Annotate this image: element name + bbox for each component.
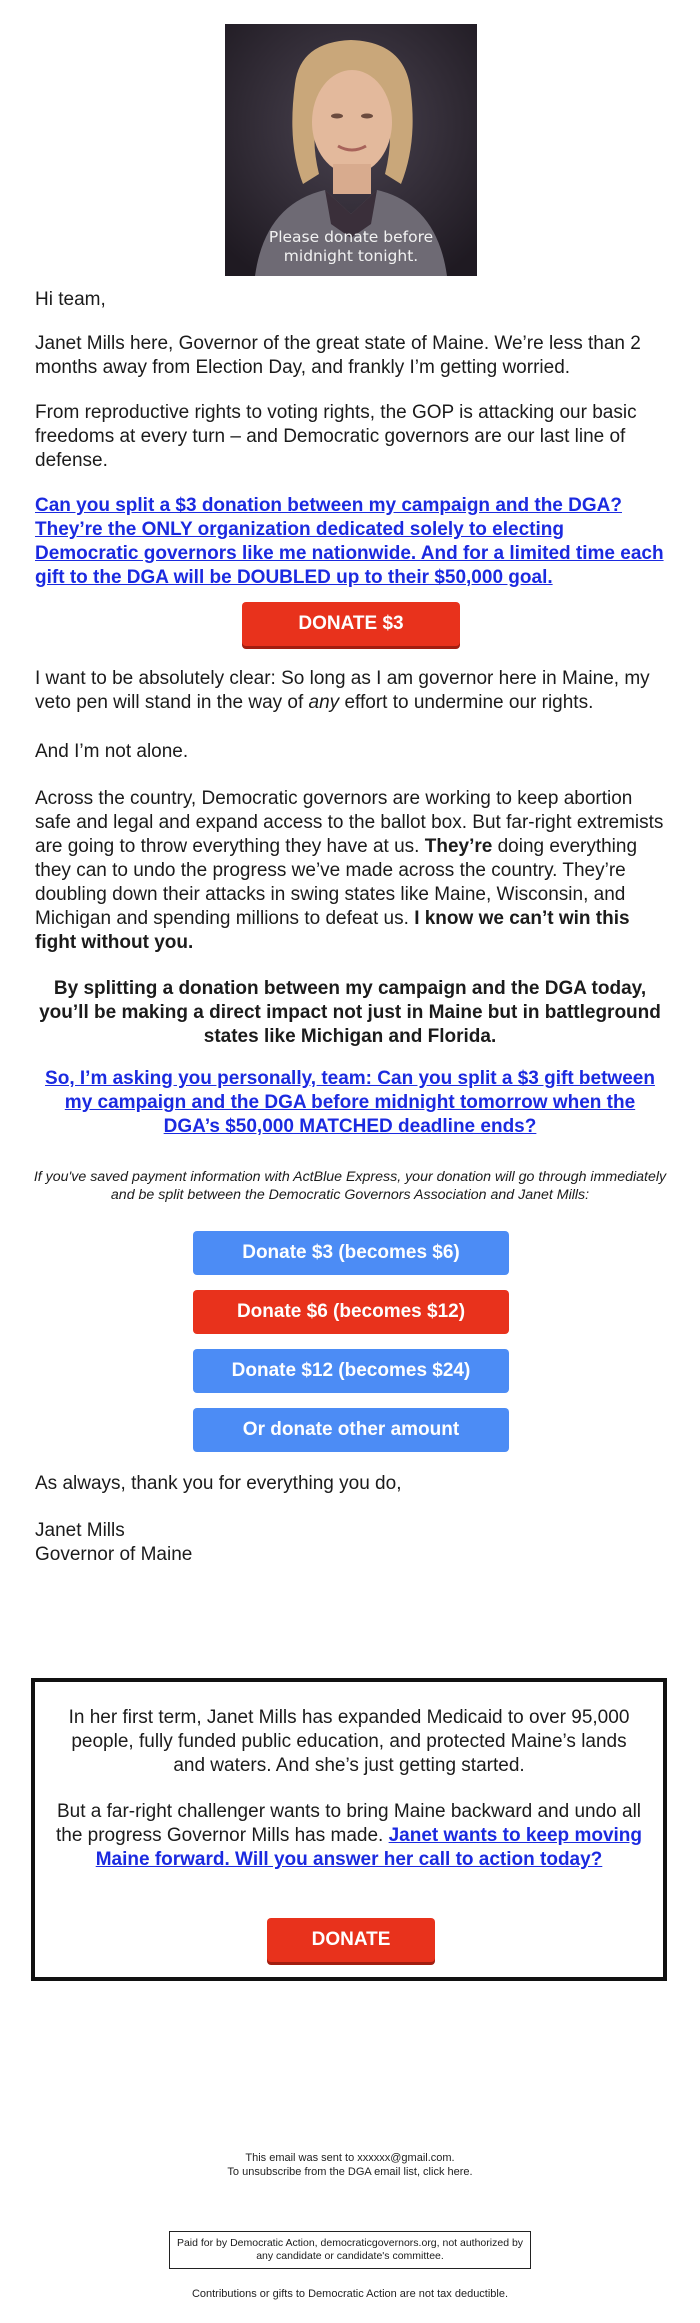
across-bold-2: I know we can’t win this fight without you. (35, 908, 630, 953)
challenger-paragraph (55, 1800, 643, 1872)
splitting-paragraph: By splitting a donation between my campaign and the DGA today, you’ll be making a direct impact not just in Maine but in battleground states like Michigan and Florida. (39, 978, 661, 1047)
first-term-paragraph: In her first term, Janet Mills has expanded Medicaid to over 95,000 people, fully funded public education, and protected Maine’s lands and waters. And she’s just getting started. (68, 1707, 630, 1776)
veto-emphasis: any (308, 692, 340, 713)
personal-ask-link[interactable]: So, I’m asking you personally, team: Can you split a $3 gift between my campaign and the DGA before midnight tomorrow when the DGA’s $50,000 MATCHED deadline ends? (45, 1068, 655, 1137)
challenger-text: But a far-right challenger wants to bring Maine backward and undo all the progress Governor Mills has made. (55, 1801, 642, 1846)
footer-sent-to: This email was sent to xxxxxx@gmail.com. (245, 2152, 455, 2164)
not-alone-paragraph: And I’m not alone. (35, 741, 189, 762)
footer-unsubscribe[interactable]: To unsubscribe from the DGA email list, click here. (227, 2166, 473, 2178)
donate-button[interactable]: DONATE (267, 1918, 435, 1962)
donate-other-amount-button[interactable]: Or donate other amount (193, 1408, 509, 1452)
split-donation-link[interactable]: Can you split a $3 donation between my campaign and the DGA? They’re the ONLY organization dedicated solely to electing Democratic governors like me nationwide. And for a limited time each gift to the DGA will be DOUBLED up to their $50,000 goal. (35, 495, 664, 588)
intro-paragraph: Janet Mills here, Governor of the great state of Maine. We’re less than 2 months away from Election Day, and frankly I’m getting worried. (35, 333, 641, 378)
donate-12-becomes-24-button[interactable]: Donate $12 (becomes $24) (193, 1349, 509, 1393)
donate-3-button[interactable]: DONATE $3 (242, 602, 460, 646)
ask-paragraph (35, 494, 665, 590)
signature-title: Governor of Maine (35, 1544, 193, 1565)
veto-text-end: effort to undermine our rights. (339, 692, 594, 713)
actblue-note: If you've saved payment information with ActBlue Express, your donation will go through immediately and be split between the Democratic Governors Association and Janet Mills: (33, 1169, 667, 1203)
paid-for-disclaimer: Paid for by Democratic Action, democraticgovernors.org, not authorized by any candidate or candidate's committee. (169, 2231, 531, 2269)
thanks-line: As always, thank you for everything you do, (35, 1473, 402, 1494)
greeting: Hi team, (35, 289, 106, 310)
hero-caption-line1: Please donate before (268, 228, 434, 246)
donate-6-becomes-12-button[interactable]: Donate $6 (becomes $12) (193, 1290, 509, 1334)
hero-video-thumbnail[interactable] (225, 24, 477, 276)
across-bold-1: They’re (424, 836, 493, 857)
footer-tax-note: Contributions or gifts to Democratic Action are not tax deductible. (191, 2288, 509, 2300)
veto-text-start: I want to be absolutely clear: So long as I am governor here in Maine, my veto pen will stand in the way of (35, 668, 650, 713)
signature-name: Janet Mills (35, 1520, 125, 1541)
freedoms-paragraph: From reproductive rights to voting rights, the GOP is attacking our basic freedoms at every turn – and Democratic governors are our last line of defense. (35, 402, 637, 471)
across-text-1: Across the country, Democratic governors are working to keep abortion safe and legal and expand access to the ballot box. But far-right extremists are going to throw everything they have at us. (35, 788, 664, 857)
promo-box (31, 1678, 667, 1981)
across-text-2: doing everything they can to undo the progress we’ve made across the country. They’re doubling down their attacks in swing states like Maine, Wisconsin, and Michigan and spending millions to defeat us. (35, 836, 638, 929)
hero-caption-line2: midnight tonight. (283, 247, 419, 265)
donate-3-becomes-6-button[interactable]: Donate $3 (becomes $6) (193, 1231, 509, 1275)
moving-maine-forward-link[interactable]: Janet wants to keep moving Maine forward. Will you answer her call to action today? (95, 1825, 643, 1870)
personal-ask-paragraph (35, 1067, 665, 1139)
across-paragraph (35, 787, 665, 955)
veto-paragraph (35, 667, 665, 715)
